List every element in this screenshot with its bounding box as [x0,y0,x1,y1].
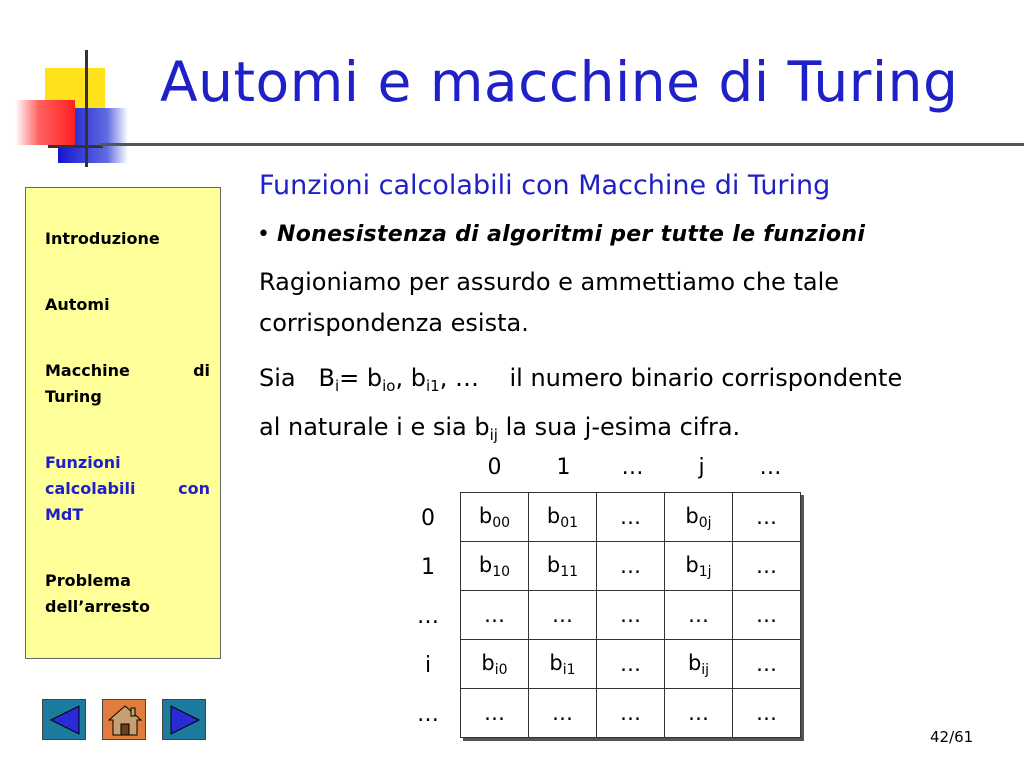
matrix-cell: … [733,640,801,689]
matrix-cell: … [597,542,665,591]
matrix-cell: … [461,591,529,640]
matrix-cell: $b_{01}$ [529,493,597,542]
matrix-row [461,493,801,542]
column-header: … [621,455,644,480]
logo-decoration [0,0,160,175]
column-header: … [759,455,782,480]
page-number: 42/61 [930,728,974,746]
sidebar-item-funzioni-calcolabili[interactable]: Funzioni calcolabili con MdT [45,453,210,524]
matrix-cell: … [597,493,665,542]
matrix-cell: … [597,640,665,689]
matrix-cell: … [529,689,597,738]
matrix-cell: … [529,591,597,640]
row-header: 1 [421,555,435,580]
matrix-cell: … [733,542,801,591]
row-header: … [417,604,439,629]
matrix-cell: … [733,689,801,738]
matrix-cell: $b_{0j}$ [665,493,733,542]
sidebar-item-macchine-di-turing[interactable]: Macchine di Turing [45,361,210,406]
matrix-cell: … [665,591,733,640]
matrix-row [461,689,801,738]
bullet-text: Nonesistenza di algoritmi per tutte le funzioni [276,222,866,247]
logo-red-square [15,100,75,145]
sidebar-item-problema-arresto[interactable]: Problema dell’arresto [45,571,150,616]
column-header: 0 [487,455,502,480]
next-slide-button[interactable] [162,699,206,740]
matrix-cell: $b_{i1}$ [529,640,597,689]
sidebar-item-automi[interactable]: Automi [45,295,110,314]
row-header: 0 [421,506,435,531]
matrix-cell: $b_{i0}$ [461,640,529,689]
column-header: j [698,455,705,480]
previous-slide-button[interactable] [42,699,86,740]
logo-horizontal-line [48,145,103,148]
matrix-cell: … [597,591,665,640]
matrix-row [461,542,801,591]
matrix-cell: … [733,591,801,640]
matrix-cell: … [461,689,529,738]
sidebar [25,187,221,659]
paragraph-assumption: Ragioniamo per assurdo e ammettiamo che tale corrispondenza esista. [259,268,839,337]
sidebar-item-introduzione[interactable]: Introduzione [45,229,160,248]
matrix-cell: $b_{00}$ [461,493,529,542]
triangle-left-icon [43,700,87,741]
matrix-cell: $b_{10}$ [461,542,529,591]
matrix-cell: … [733,493,801,542]
row-header: i [424,653,432,678]
binary-digit-matrix [460,492,801,738]
matrix-row [461,591,801,640]
house-icon [103,700,147,741]
paragraph-definition: Sia $B_i= b_{io}$, $b_{i1}$, … il numero binario corrispondente al naturale i e sia $b_{ij}$ la sua j-esima cifra. [259,364,903,444]
matrix-row [461,640,801,689]
page-title: Automi e macchine di Turing [160,50,959,114]
matrix-cell: $b_{1j}$ [665,542,733,591]
section-subtitle: Funzioni calcolabili con Macchine di Turing [259,170,831,201]
bullet-dot: • [257,222,277,247]
bullet-point [257,222,865,247]
matrix-cell: $b_{11}$ [529,542,597,591]
column-header: 1 [556,455,571,480]
home-button[interactable] [102,699,146,740]
title-divider [100,143,1024,146]
matrix-cell: … [665,689,733,738]
matrix-cell: $b_{ij}$ [665,640,733,689]
triangle-right-icon [163,700,207,741]
row-header: … [417,702,439,727]
matrix-cell: … [597,689,665,738]
logo-vertical-line [85,50,88,167]
